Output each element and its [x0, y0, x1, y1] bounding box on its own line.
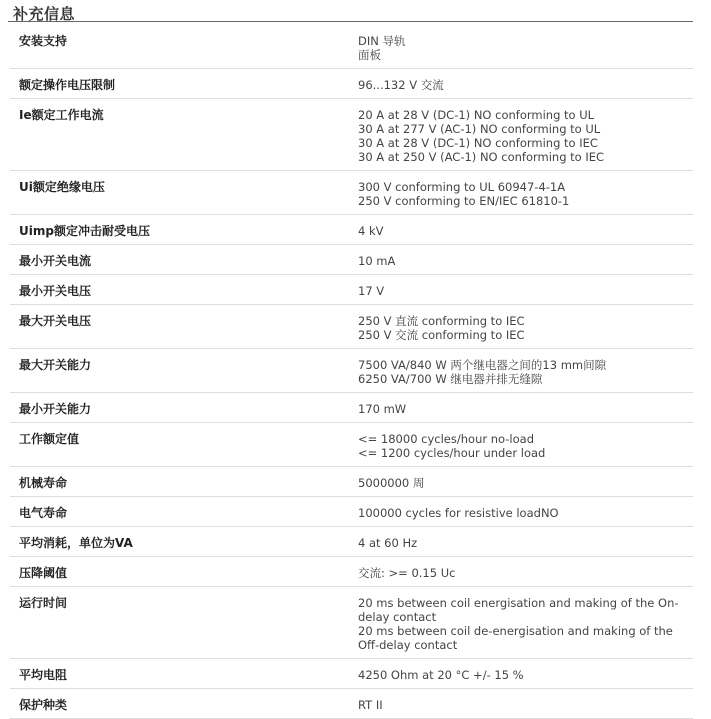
spec-table [10, 25, 693, 719]
spec-value [349, 305, 693, 349]
spec-label: Ui额定绝缘电压 [10, 171, 349, 215]
spec-row [10, 689, 693, 719]
spec-row [10, 25, 693, 69]
spec-value-line: 6250 VA/700 W 继电器并排无缝隙 [358, 372, 543, 386]
spec-row [10, 423, 693, 467]
spec-value [349, 171, 693, 215]
spec-label: 最小开关电流 [10, 245, 349, 275]
spec-value [349, 349, 693, 393]
spec-value [349, 25, 693, 69]
section-title: 补充信息 [13, 5, 76, 23]
spec-label: 压降阈值 [10, 557, 349, 587]
spec-value [349, 245, 693, 275]
spec-value-line: 5000000 周 [358, 476, 425, 490]
spec-value-line: 20 ms between coil de-energisation and making of the Off-delay contact [358, 624, 673, 652]
spec-row [10, 349, 693, 393]
spec-row [10, 527, 693, 557]
spec-label: 最小开关能力 [10, 393, 349, 423]
spec-row [10, 393, 693, 423]
spec-row [10, 69, 693, 99]
spec-table-body [10, 25, 693, 719]
spec-label: 额定操作电压限制 [10, 69, 349, 99]
spec-label: 平均消耗，单位为VA [10, 527, 349, 557]
spec-value-line: 170 mW [358, 402, 407, 416]
spec-value-line: 10 mA [358, 254, 396, 268]
spec-value-line: 100000 cycles for resistive loadNO [358, 506, 559, 520]
spec-value [349, 527, 693, 557]
spec-value-line: <= 1200 cycles/hour under load [358, 446, 546, 460]
spec-row [10, 305, 693, 349]
spec-value-line: 300 V conforming to UL 60947-4-1A [358, 180, 566, 194]
spec-row [10, 245, 693, 275]
spec-value [349, 587, 693, 659]
title-divider [8, 21, 693, 22]
spec-value-line: 交流: >= 0.15 Uc [358, 566, 456, 580]
spec-value [349, 557, 693, 587]
spec-value [349, 275, 693, 305]
spec-value-line: 20 ms between coil energisation and making of the On-delay contact [358, 596, 679, 624]
spec-value-line: 面板 [358, 48, 381, 62]
spec-row [10, 215, 693, 245]
spec-value [349, 689, 693, 719]
spec-row [10, 99, 693, 171]
spec-value-line: 7500 VA/840 W 两个继电器之间的13 mm间隙 [358, 358, 607, 372]
spec-value-line: 30 A at 250 V (AC-1) NO conforming to IEC [358, 150, 605, 164]
spec-label: 保护种类 [10, 689, 349, 719]
spec-value-line: 30 A at 277 V (AC-1) NO conforming to UL [358, 122, 601, 136]
spec-value-line: 250 V 交流 conforming to IEC [358, 328, 525, 342]
spec-value [349, 659, 693, 689]
spec-value [349, 215, 693, 245]
spec-row [10, 275, 693, 305]
spec-value-line: 250 V conforming to EN/IEC 61810-1 [358, 194, 570, 208]
spec-value [349, 467, 693, 497]
spec-row [10, 467, 693, 497]
spec-label: 运行时间 [10, 587, 349, 659]
spec-label: 安装支持 [10, 25, 349, 69]
spec-value [349, 99, 693, 171]
spec-value-line: DIN 导轨 [358, 34, 406, 48]
spec-label: 最小开关电压 [10, 275, 349, 305]
spec-label: 机械寿命 [10, 467, 349, 497]
spec-value-line: 17 V [358, 284, 385, 298]
spec-value-line: 4250 Ohm at 20 °C +/- 15 % [358, 668, 524, 682]
spec-row [10, 171, 693, 215]
spec-value-line: <= 18000 cycles/hour no-load [358, 432, 535, 446]
spec-value-line: 4 at 60 Hz [358, 536, 418, 550]
spec-value [349, 497, 693, 527]
spec-label: 工作额定值 [10, 423, 349, 467]
spec-label: 最大开关能力 [10, 349, 349, 393]
spec-value [349, 69, 693, 99]
spec-label: 电气寿命 [10, 497, 349, 527]
spec-value [349, 423, 693, 467]
spec-value-line: 4 kV [358, 224, 384, 238]
spec-value-line: 30 A at 28 V (DC-1) NO conforming to IEC [358, 136, 598, 150]
spec-row [10, 587, 693, 659]
spec-value-line: 250 V 直流 conforming to IEC [358, 314, 525, 328]
spec-row [10, 659, 693, 689]
spec-label: 最大开关电压 [10, 305, 349, 349]
spec-label: Uimp额定冲击耐受电压 [10, 215, 349, 245]
spec-row [10, 497, 693, 527]
spec-value-line: 96...132 V 交流 [358, 78, 444, 92]
spec-row [10, 557, 693, 587]
spec-value-line: 20 A at 28 V (DC-1) NO conforming to UL [358, 108, 595, 122]
spec-label: 平均电阻 [10, 659, 349, 689]
spec-value-line: RT II [358, 698, 383, 712]
spec-label: Ie额定工作电流 [10, 99, 349, 171]
spec-value [349, 393, 693, 423]
